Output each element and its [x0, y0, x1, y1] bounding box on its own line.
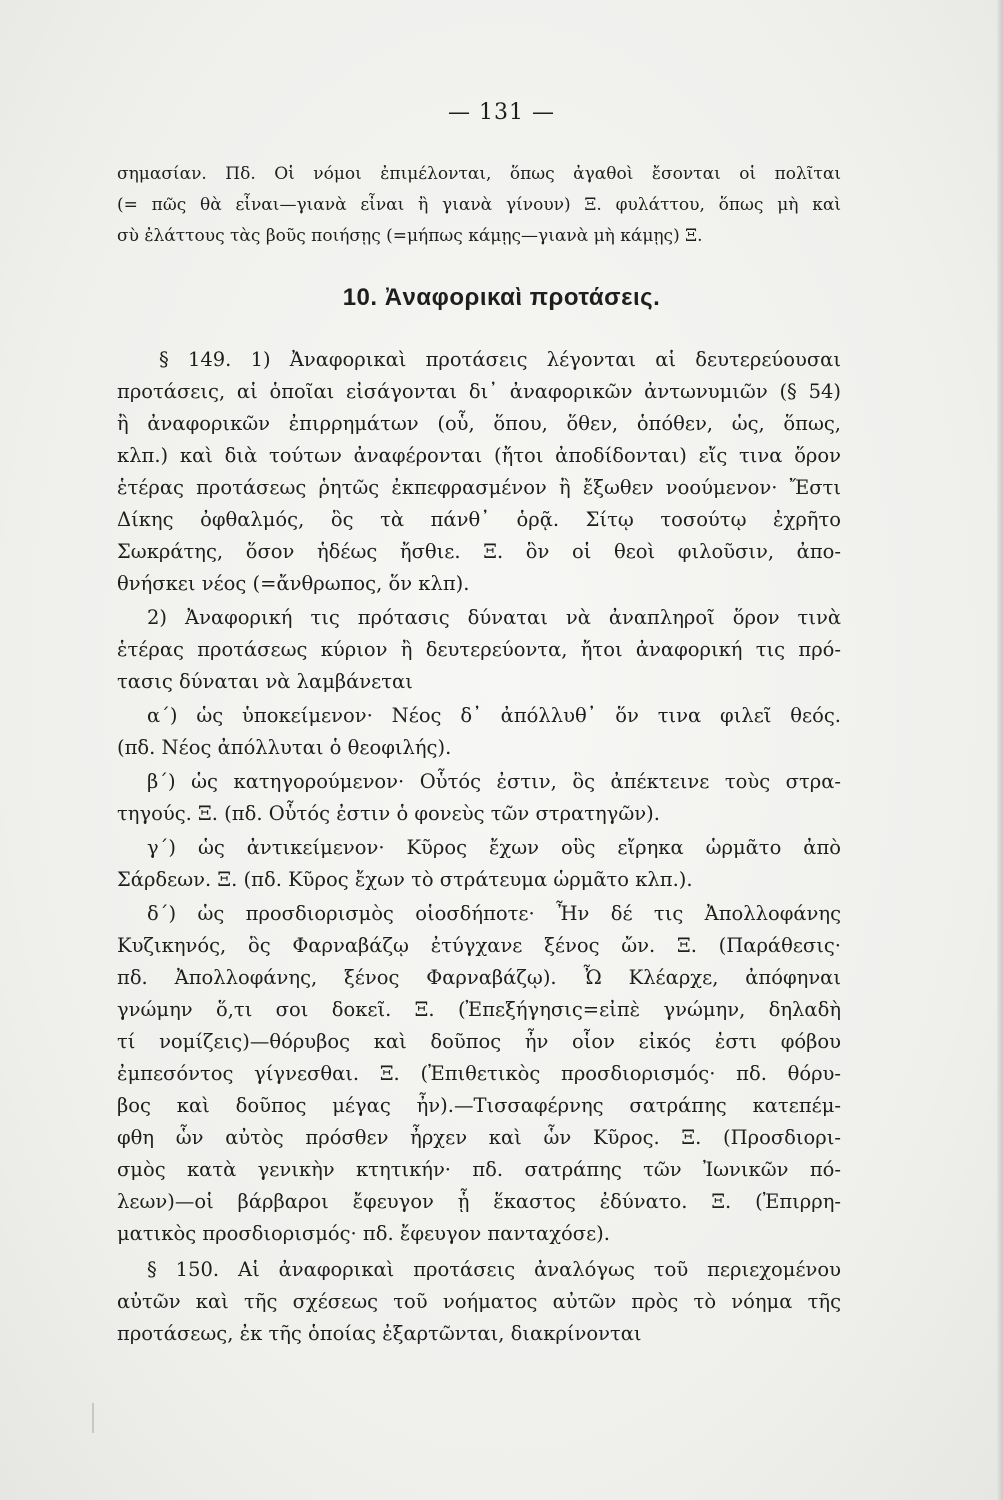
text-line: προτάσεως, ἐκ τῆς ὁποίας ἐξαρτῶνται, διακρίνονται — [117, 1322, 642, 1345]
text-line: θνήσκει νέος (=ἄνθρωπος, ὅν κλπ). — [117, 572, 470, 595]
text-line: τασις δύναται νὰ λαμβάνεται — [117, 670, 413, 693]
text-line: βος καὶ δοῦπος μέγας ἦν).—Τισσαφέρνης σατράπης κατεπέμ- — [117, 1094, 841, 1117]
text-line: γνώμην ὅ,τι σοι δοκεῖ. Ξ. (Ἐπεξήγησις=εἰπὲ γνώμην, δηλαδὴ — [117, 998, 841, 1021]
text-line: φθη ὧν αὐτὸς πρόσθεν ἦρχεν καὶ ὧν Κῦρος. Ξ. (Προσδιορι- — [117, 1126, 841, 1149]
text-line: Σωκράτης, ὅσον ἡδέως ἤσθιε. Ξ. ὃν οἱ θεοὶ φιλοῦσιν, ἀπο- — [117, 540, 841, 563]
text-line: (= πῶς θὰ εἶναι—γιανὰ εἶναι ἢ γιανὰ γίνουν) Ξ. φυλάττου, ὅπως μὴ καὶ — [117, 195, 841, 215]
text-line: ἐμπεσόντος γίγνεσθαι. Ξ. (Ἐπιθετικὸς προσδιορισμός· πδ. θόρυ- — [117, 1062, 841, 1085]
text-line: § 149. 1) Ἀναφορικαὶ προτάσεις λέγονται αἱ δευτερεύουσαι — [159, 348, 841, 371]
text-line: λεων)—οἱ βάρβαροι ἔφευγον ᾗ ἕκαστος ἐδύνατο. Ξ. (Ἐπιρρη- — [117, 1190, 841, 1213]
text-line: β΄) ὡς κατηγορούμενον· Οὗτός ἐστιν, ὃς ἀπέκτεινε τοὺς στρα- — [147, 770, 841, 793]
text-line: σμὸς κατὰ γενικὴν κτητικήν· πδ. σατράπης τῶν Ἰωνικῶν πό- — [117, 1158, 841, 1181]
text-line: ἑτέρας προτάσεως ῥητῶς ἐκπεφρασμένον ἢ ἔξωθεν νοούμενον· Ἔστι — [117, 476, 841, 499]
text-line: προτάσεις, αἱ ὁποῖαι εἰσάγονται δι᾽ ἀναφορικῶν ἀντωνυμιῶν (§ 54) — [117, 380, 841, 403]
text-line: 2) Ἀναφορική τις πρότασις δύναται νὰ ἀναπληροῖ ὅρον τινὰ — [147, 606, 841, 629]
text-line: (πδ. Νέος ἀπόλλυται ὁ θεοφιλής). — [117, 736, 452, 759]
text-line: Δίκης ὀφθαλμός, ὃς τὰ πάνθ᾽ ὁρᾷ. Σίτῳ τοσούτῳ ἐχρῆτο — [117, 508, 841, 531]
text-line: ἑτέρας προτάσεως κύριον ἢ δευτερεύοντα, ἤτοι ἀναφορική τις πρό- — [117, 638, 841, 661]
section-heading: 10. Ἀναφορικαὶ προτάσεις. — [342, 284, 661, 311]
page-number: — 131 — — [448, 100, 555, 125]
text-line: ἢ ἀναφορικῶν ἐπιρρημάτων (οὗ, ὅπου, ὅθεν, ὁπόθεν, ὡς, ὅπως, — [117, 412, 841, 435]
text-line: Σάρδεων. Ξ. (πδ. Κῦρος ἔχων τὸ στράτευμα ὡρμᾶτο κλπ.). — [117, 868, 693, 891]
text-line: σὺ ἐλάττους τὰς βοῦς ποιήσῃς (=μήπως κάμῃς—γιανὰ μὴ κάμῃς) Ξ. — [117, 226, 703, 246]
text-line: κλπ.) καὶ διὰ τούτων ἀναφέρονται (ἤτοι ἀποδίδονται) εἴς τινα ὅρον — [117, 444, 841, 467]
text-line: Κυζικηνός, ὃς Φαρναβάζῳ ἐτύγχανε ξένος ὤν. Ξ. (Παράθεσις· — [117, 934, 841, 957]
page-edge — [997, 0, 1003, 1500]
text-line: α΄) ὡς ὑποκείμενον· Νέος δ᾽ ἀπόλλυθ᾽ ὅν τινα φιλεῖ θεός. — [147, 704, 841, 727]
text-line: πδ. Ἀπολλοφάνης, ξένος Φαρναβάζῳ). Ὦ Κλέαρχε, ἀπόφηναι — [117, 966, 841, 989]
text-line: ματικὸς προσδιορισμός· πδ. ἔφευγον πανταχόσε). — [117, 1222, 610, 1245]
text-line: σημασίαν. Πδ. Οἱ νόμοι ἐπιμέλονται, ὅπως ἀγαθοὶ ἔσονται οἱ πολῖται — [117, 164, 841, 184]
text-line: αὐτῶν καὶ τῆς σχέσεως τοῦ νοήματος αὐτῶν πρὸς τὸ νόημα τῆς — [117, 1290, 841, 1313]
text-line: γ΄) ὡς ἀντικείμενον· Κῦρος ἔχων οὓς εἴρηκα ὡρμᾶτο ἀπὸ — [147, 836, 841, 859]
text-line: τί νομίζεις)—θόρυβος καὶ δοῦπος ἦν οἷον εἰκός ἐστι φόβου — [117, 1030, 841, 1053]
margin-mark — [92, 1403, 94, 1433]
text-line: τηγούς. Ξ. (πδ. Οὗτός ἐστιν ὁ φονεὺς τῶν στρατηγῶν). — [117, 802, 660, 825]
text-line: § 150. Αἱ ἀναφορικαὶ προτάσεις ἀναλόγως τοῦ περιεχομένου — [147, 1258, 841, 1281]
text-line: δ΄) ὡς προσδιορισμὸς οἱοσδήποτε· Ἦν δέ τις Ἀπολλοφάνης — [147, 902, 841, 925]
